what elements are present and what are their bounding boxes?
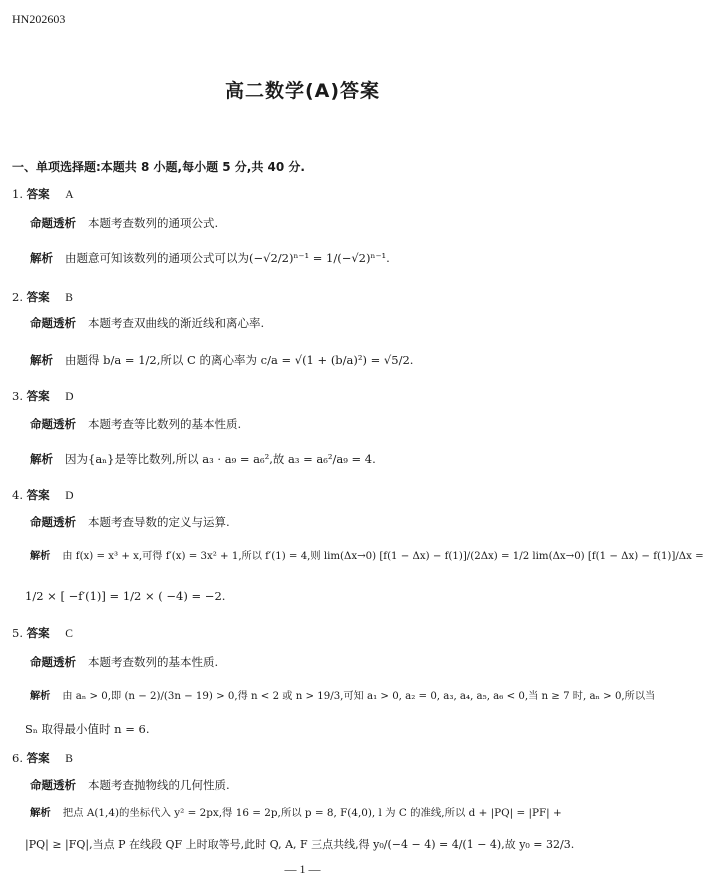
answer-line-1 xyxy=(12,186,74,202)
analysis-6 xyxy=(30,777,230,793)
answer-line-3 xyxy=(12,388,74,404)
analysis-label: 命题透析 xyxy=(30,778,76,792)
analysis-1 xyxy=(30,215,218,231)
answer-value: A xyxy=(65,189,74,201)
analysis-label: 命题透析 xyxy=(30,655,76,669)
analysis-2 xyxy=(30,315,264,331)
solution-text: 由题得 b/a = 1/2,所以 C 的离心率为 c/a = √(1 + (b/a)²) = √5/2. xyxy=(65,353,414,367)
question-number: 6. xyxy=(12,751,23,765)
answer-value: D xyxy=(65,490,74,502)
answer-line-5 xyxy=(12,625,73,641)
answer-value: D xyxy=(65,391,74,403)
analysis-5 xyxy=(30,654,218,670)
solution-label: 解析 xyxy=(30,452,53,466)
analysis-text: 本题考查数列的基本性质. xyxy=(88,655,219,669)
analysis-text: 本题考查抛物线的几何性质. xyxy=(88,778,230,792)
section-heading: 一、单项选择题:本题共 8 小题,每小题 5 分,共 40 分. xyxy=(12,160,305,174)
solution-label: 解析 xyxy=(30,353,53,367)
answer-value: C xyxy=(65,628,73,640)
solution-label: 解析 xyxy=(30,551,51,562)
question-number: 3. xyxy=(12,389,23,403)
page-title: 高二数学(A)答案 xyxy=(224,80,381,102)
answer-label: 答案 xyxy=(26,626,50,640)
solution-text: 因为{aₙ}是等比数列,所以 a₃ · a₉ = a₆²,故 a₃ = a₆²/a₉ = 4. xyxy=(65,452,376,466)
answer-value: B xyxy=(65,753,73,765)
analysis-label: 命题透析 xyxy=(30,216,76,230)
solution-4-continued: 1/2 × [ −f′(1)] = 1/2 × ( −4) = −2. xyxy=(25,589,226,603)
question-number: 1. xyxy=(12,187,23,201)
analysis-label: 命题透析 xyxy=(30,316,76,330)
solution-text: 把点 A(1,4)的坐标代入 y² = 2px,得 16 = 2p,所以 p = 8, F(4,0), l 为 C 的准线,所以 d + |PQ| = |PF| + xyxy=(62,807,562,819)
answer-label: 答案 xyxy=(26,488,50,502)
solution-text: 由题意可知该数列的通项公式可以为(−√2/2)ⁿ⁻¹ = 1/(−√2)ⁿ⁻¹. xyxy=(65,251,390,265)
question-number: 5. xyxy=(12,626,23,640)
analysis-text: 本题考查双曲线的渐近线和离心率. xyxy=(88,316,265,330)
solution-6-continued: |PQ| ≥ |FQ|,当点 P 在线段 QF 上时取等号,此时 Q, A, F 三点共线,得 y₀/(−4 − 4) = 4/(1 − 4),故 y₀ = 32/3. xyxy=(25,838,575,851)
solution-5-continued: Sₙ 取得最小值时 n = 6. xyxy=(25,722,150,736)
solution-1 xyxy=(30,250,390,266)
page-number: — 1 — xyxy=(284,862,321,876)
solution-5 xyxy=(30,687,655,702)
solution-4 xyxy=(30,547,704,562)
question-number: 2. xyxy=(12,290,23,304)
analysis-text: 本题考查导数的定义与运算. xyxy=(88,515,230,529)
answer-label: 答案 xyxy=(26,187,50,201)
analysis-label: 命题透析 xyxy=(30,515,76,529)
analysis-text: 本题考查等比数列的基本性质. xyxy=(88,417,242,431)
answer-line-2 xyxy=(12,289,73,305)
answer-label: 答案 xyxy=(26,751,50,765)
solution-label: 解析 xyxy=(30,691,51,702)
solution-2 xyxy=(30,352,413,368)
analysis-text: 本题考查数列的通项公式. xyxy=(88,216,219,230)
solution-text: 由 aₙ > 0,即 (n − 2)/(3n − 19) > 0,得 n < 2 或 n > 19/3,可知 a₁ > 0, a₂ = 0, a₃, a₄, a₅, a₆ < 0,当 n ≥ 7 时, aₙ > 0,所以当 xyxy=(62,691,656,702)
answer-label: 答案 xyxy=(26,290,50,304)
solution-6 xyxy=(30,804,562,819)
solution-text: 由 f(x) = x³ + x,可得 f′(x) = 3x² + 1,所以 f′(1) = 4,则 lim(Δx→0) [f(1 − Δx) − f(1)]/(2Δx) = 1/2 lim(Δx→0) [f(1 − Δx) − f(1)]/Δx = xyxy=(62,551,704,562)
solution-label: 解析 xyxy=(30,807,51,819)
document-code: HN202603 xyxy=(12,12,66,26)
answer-value: B xyxy=(65,292,73,304)
answer-line-6 xyxy=(12,750,73,766)
solution-3 xyxy=(30,451,376,467)
analysis-label: 命题透析 xyxy=(30,417,76,431)
solution-label: 解析 xyxy=(30,251,53,265)
question-number: 4. xyxy=(12,488,23,502)
answer-line-4 xyxy=(12,487,74,503)
answer-label: 答案 xyxy=(26,389,50,403)
analysis-4 xyxy=(30,514,230,530)
analysis-3 xyxy=(30,416,241,432)
